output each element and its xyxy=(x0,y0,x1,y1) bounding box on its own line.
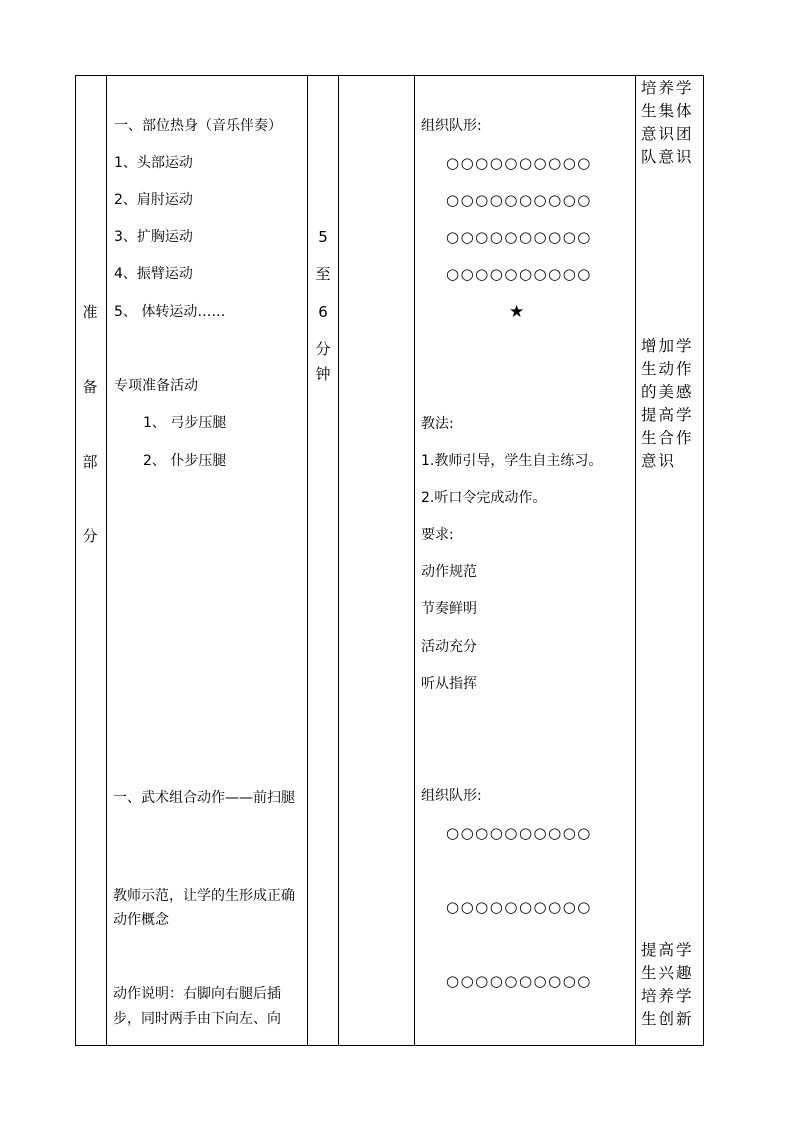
warmup-item: 2、肩肘运动 xyxy=(114,192,193,208)
formation-row: ○○○○○○○○○○ xyxy=(446,898,592,916)
formation-row: ○○○○○○○○○○ xyxy=(446,265,592,283)
time-char: 分 xyxy=(315,340,331,358)
section-label-char: 部 xyxy=(82,453,98,471)
warmup-item: 4、振臂运动 xyxy=(114,266,193,282)
column-border xyxy=(635,75,636,1046)
formation-row: ○○○○○○○○○○ xyxy=(446,824,592,842)
wushu-demo: 教师示范，让学的生形成正确动作概念 xyxy=(113,888,295,928)
column-border xyxy=(106,75,107,1046)
wushu-formation-label: 组织队形: xyxy=(421,788,482,804)
warmup-item: 5、 体转运动…… xyxy=(114,304,226,320)
goal-note: 提高学生兴趣培养学生创新 xyxy=(641,941,694,1028)
column-border xyxy=(307,75,308,1046)
table-bottom-border xyxy=(75,1045,704,1046)
column-border xyxy=(414,75,415,1046)
special-prep-title: 专项准备活动 xyxy=(114,378,198,394)
column-border xyxy=(338,75,339,1046)
requirement-item: 动作规范 xyxy=(421,564,477,580)
time-char: 钟 xyxy=(315,365,331,383)
requirement-item: 听从指挥 xyxy=(421,676,477,692)
special-prep-item: 2、 仆步压腿 xyxy=(143,453,227,469)
time-char: 至 xyxy=(315,265,331,283)
goal-note: 增加学生动作的美感提高学生合作意识 xyxy=(641,337,694,470)
warmup-item: 3、扩胸运动 xyxy=(114,229,193,245)
formation-row: ○○○○○○○○○○ xyxy=(446,228,592,246)
section-label-char: 分 xyxy=(82,527,98,545)
warmup-item: 1、头部运动 xyxy=(114,155,193,171)
table-top-border xyxy=(75,75,704,76)
section-label-char: 备 xyxy=(82,378,98,396)
time-char: 5 xyxy=(318,228,328,246)
wushu-title: 一、武术组合动作——前扫腿 xyxy=(113,790,295,806)
formation-label: 组织队形: xyxy=(421,118,482,134)
time-char: 6 xyxy=(318,303,328,321)
wushu-description: 动作说明：右脚向右腿后插步，同时两手由下向左、向 xyxy=(113,986,281,1027)
requirement-label: 要求: xyxy=(421,527,454,543)
teacher-star-icon: ★ xyxy=(509,302,525,322)
column-border xyxy=(75,75,76,1046)
method-item: 2.听口令完成动作。 xyxy=(421,490,547,506)
column-border xyxy=(703,75,704,1046)
formation-row: ○○○○○○○○○○ xyxy=(446,154,592,172)
requirement-item: 节奏鲜明 xyxy=(421,601,477,617)
requirement-item: 活动充分 xyxy=(421,639,477,655)
formation-row: ○○○○○○○○○○ xyxy=(446,191,592,209)
special-prep-item: 1、 弓步压腿 xyxy=(143,415,227,431)
warmup-title: 一、部位热身（音乐伴奏） xyxy=(114,118,282,134)
formation-row: ○○○○○○○○○○ xyxy=(446,972,592,990)
method-item: 1.教师引导，学生自主练习。 xyxy=(421,453,603,469)
method-label: 教法: xyxy=(421,416,454,432)
section-label-char: 准 xyxy=(82,303,98,321)
goal-note: 培养学生集体意识团队意识 xyxy=(641,79,694,166)
